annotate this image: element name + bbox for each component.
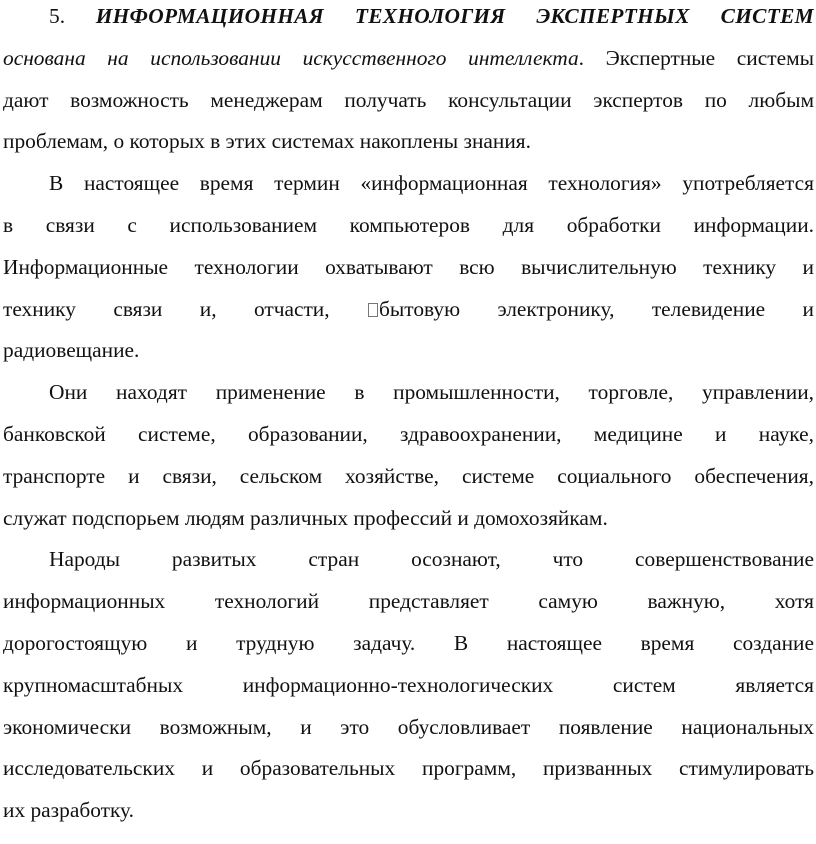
section-number: 5.	[49, 4, 66, 28]
section-heading: ИНФОРМАЦИОННАЯ ТЕХНОЛОГИЯ ЭКСПЕРТНЫХ СИСТЕМ	[95, 4, 814, 28]
paragraph-2-line-3	[3, 247, 814, 289]
line-text: . Экспертные системы	[578, 45, 814, 70]
missing-glyph-icon	[368, 303, 378, 317]
italic-phrase: основана на использовании искусственного интеллекта	[3, 45, 579, 70]
line-text: радиовещание.	[3, 338, 140, 363]
paragraph-4-line-1	[3, 539, 814, 581]
paragraph-4-line-7	[3, 790, 814, 832]
paragraph-3-line-1	[3, 372, 814, 414]
line-text: их разработку.	[3, 798, 134, 823]
line-text: в связи с использованием компьютеров для обработки информации.	[3, 212, 814, 237]
line-text: экономически возможным, и это обусловливает появление национальных	[3, 714, 814, 739]
paragraph-4-line-4	[3, 665, 814, 707]
line-text: технику связи и, отчасти,	[3, 296, 330, 321]
line-text: дают возможность менеджерам получать консультации экспертов по любым	[3, 87, 814, 112]
paragraph-3-line-2	[3, 414, 814, 456]
line-text: дорогостоящую и трудную задачу. В настоящее время создание	[3, 630, 814, 655]
paragraph-2-line-2	[3, 205, 814, 247]
paragraph-3-line-3	[3, 456, 814, 498]
paragraph-4-line-5	[3, 707, 814, 749]
document-page	[3, 0, 814, 832]
paragraph-4-line-6	[3, 748, 814, 790]
line-text: служат подспорьем людям различных профессий и домохозяйкам.	[3, 505, 608, 530]
line-text: транспорте и связи, сельском хозяйстве, системе социального обеспечения,	[3, 463, 814, 488]
line-text: проблемам, о которых в этих системах накоплены знания.	[3, 129, 531, 154]
paragraph-1-line-1	[3, 0, 814, 38]
paragraph-4-line-3	[3, 623, 814, 665]
paragraph-2-line-4	[3, 289, 814, 331]
line-text: Они находят применение в промышленности, торговле, управлении,	[49, 380, 814, 405]
paragraph-1-line-4	[3, 121, 814, 163]
line-text: информационных технологий представляет самую важную, хотя	[3, 589, 814, 614]
paragraph-4-line-2	[3, 581, 814, 623]
line-text: крупномасштабных информационно-технологических систем является	[3, 672, 814, 697]
paragraph-1-line-2	[3, 38, 814, 80]
line-text-continued: бытовую электронику, телевидение и	[379, 296, 814, 321]
paragraph-3-line-4	[3, 498, 814, 540]
line-text: В настоящее время термин «информационная технология» употребляется	[49, 171, 814, 196]
line-text: банковской системе, образовании, здравоохранении, медицине и науке,	[3, 421, 814, 446]
paragraph-1-line-3	[3, 80, 814, 122]
paragraph-2-line-5	[3, 330, 814, 372]
line-text: Информационные технологии охватывают всю вычислительную технику и	[3, 254, 814, 279]
line-text: исследовательских и образовательных программ, призванных стимулировать	[3, 756, 814, 781]
line-text: Народы развитых стран осознают, что совершенствование	[49, 547, 814, 572]
paragraph-2-line-1	[3, 163, 814, 205]
